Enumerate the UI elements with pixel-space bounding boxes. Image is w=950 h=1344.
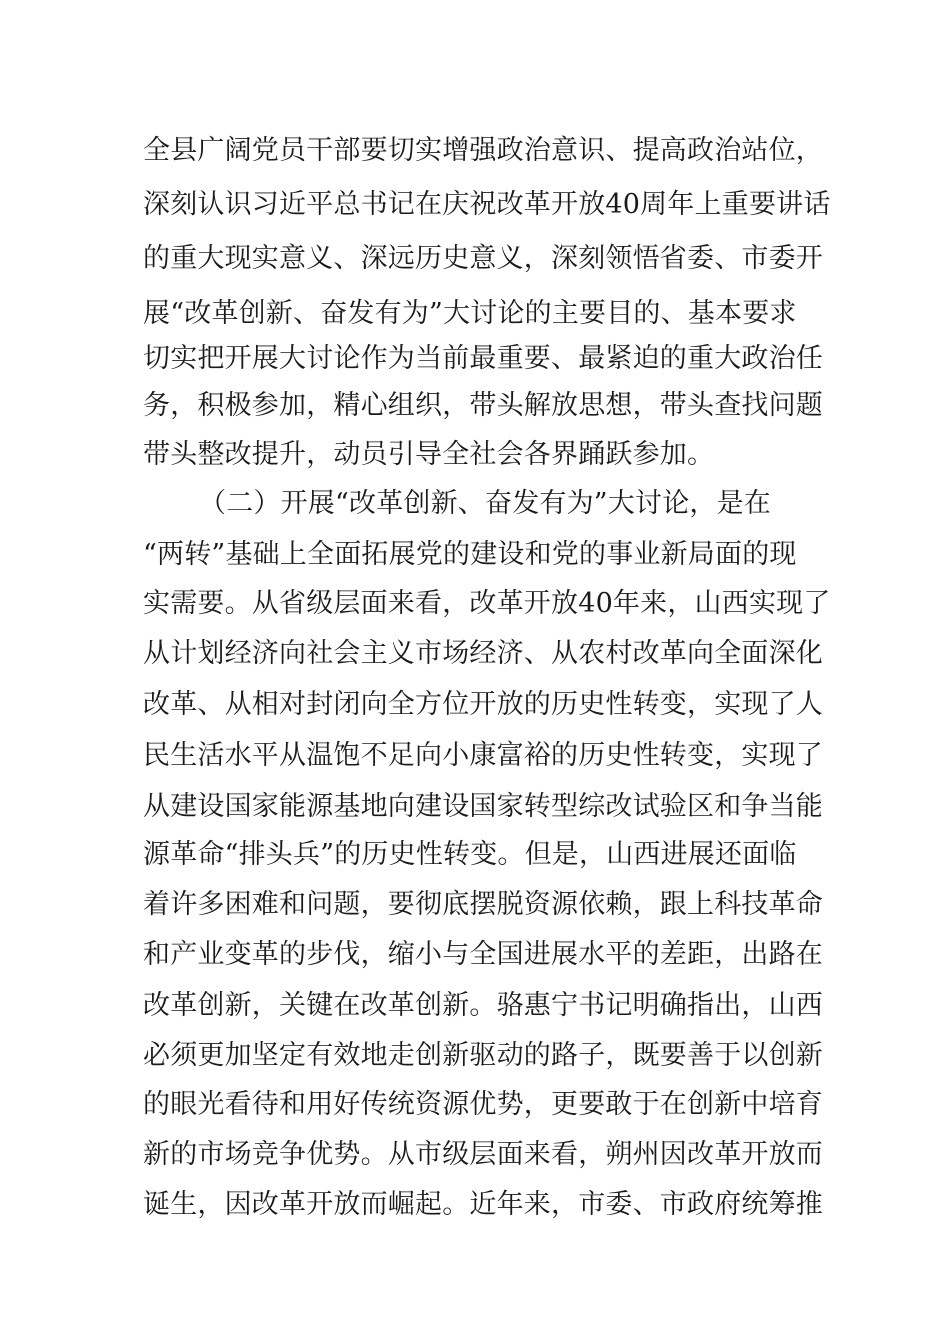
text-line: 必须更加坚定有效地走创新驱动的路子，既要善于以创新: [143, 1040, 823, 1071]
text-line: 新的市场竞争优势。从市级层面来看，朔州因改革开放而: [143, 1139, 823, 1170]
text-line: 和产业变革的步伐，缩小与全国进展水平的差距，出路在: [143, 939, 823, 970]
text-line: 展“改革创新、奋发有为”大讨论的主要目的、基本要求: [143, 298, 797, 329]
text-line: 切实把开展大讨论作为当前最重要、最紧迫的重大政治任: [143, 343, 823, 374]
text-line: 从计划经济向社会主义市场经济、从农村改革向全面深化: [143, 638, 823, 669]
text-line: 的重大现实意义、深远历史意义，深刻领悟省委、市委开: [143, 243, 823, 274]
text-line: 民生活水平从温饱不足向小康富裕的历史性转变，实现了: [143, 740, 823, 771]
text-line: “两转”基础上全面拓展党的建设和党的事业新局面的现: [143, 539, 797, 570]
paragraph-start-line: （二）开展“改革创新、奋发有为”大讨论，是在: [199, 488, 772, 519]
text-line: 从建设国家能源基地向建设国家转型综改试验区和争当能: [143, 791, 823, 822]
text-line: 深刻认识习近平总书记在庆祝改革开放40周年上重要讲话: [143, 189, 831, 220]
text-line: 的眼光看待和用好传统资源优势，更要敢于在创新中培育: [143, 1089, 823, 1120]
text-line: 着许多困难和问题，要彻底摆脱资源依赖，跟上科技革命: [143, 889, 823, 920]
text-line: 实需要。从省级层面来看，改革开放40年来，山西实现了: [143, 588, 831, 619]
text-line: 带头整改提升，动员引导全社会各界踊跃参加。: [143, 439, 715, 470]
text-line: 改革创新，关键在改革创新。骆惠宁书记明确指出，山西: [143, 990, 823, 1021]
text-line: 诞生，因改革开放而崛起。近年来，市委、市政府统筹推: [143, 1189, 823, 1220]
text-line: 务，积极参加，精心组织，带头解放思想，带头查找问题: [143, 390, 823, 421]
text-line: 改革、从相对封闭向全方位开放的历史性转变，实现了人: [143, 689, 823, 720]
text-line: 全县广阔党员干部要切实增强政治意识、提高政治站位，: [143, 135, 823, 166]
text-line: 源革命“排头兵”的历史性转变。但是，山西进展还面临: [143, 839, 797, 870]
